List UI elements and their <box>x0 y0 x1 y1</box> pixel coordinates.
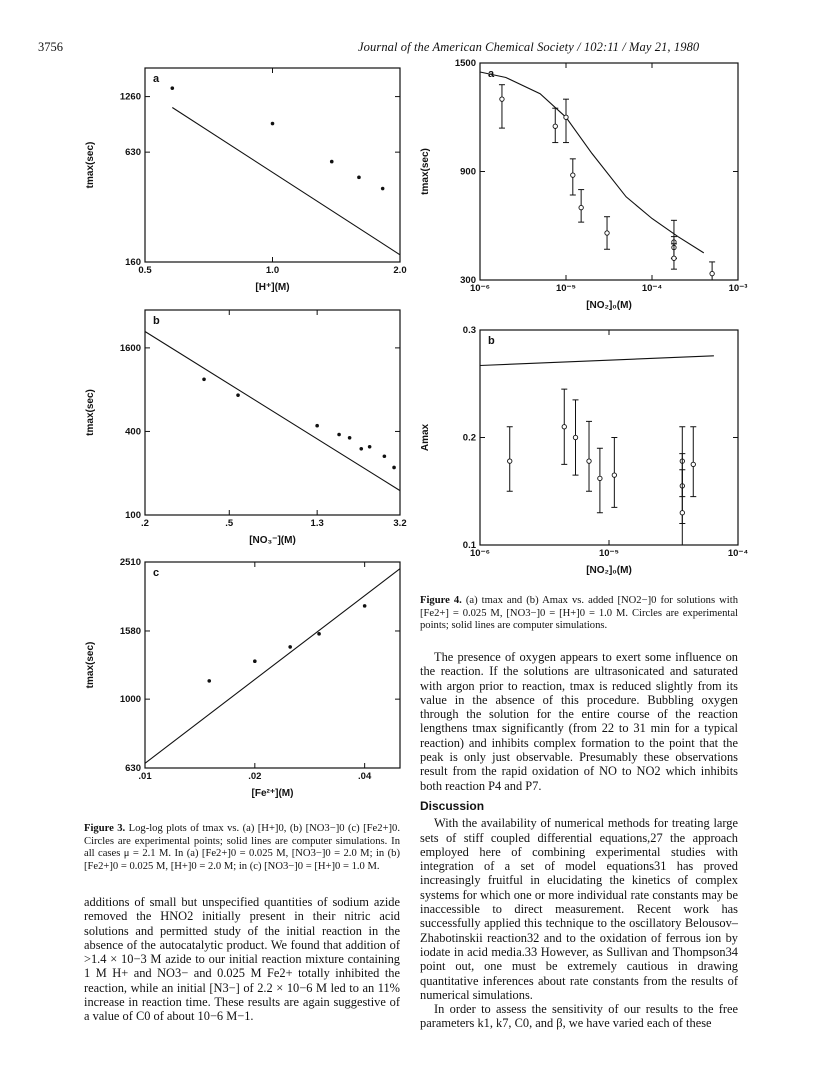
fig4b-ytick-label: 0.1 <box>462 540 476 551</box>
fig3c-panel-label: c <box>153 567 160 579</box>
fig3b-ylabel: tmax(sec) <box>85 389 96 436</box>
fig3a-xtick-label: 2.0 <box>393 265 407 276</box>
fig3b-ytick-label: 400 <box>125 426 141 438</box>
fig3a-xlabel: [H⁺](M) <box>255 282 290 293</box>
fig4b-data-point <box>587 459 591 463</box>
figure3-caption <box>84 823 400 873</box>
fig4a-frame <box>480 63 738 280</box>
fig4a-ylabel: tmax(sec) <box>420 148 431 195</box>
fig3b-data-point <box>202 378 206 382</box>
figure4-caption-label: Figure 4. <box>420 595 462 606</box>
fig4b-ylabel: Amax <box>420 423 431 452</box>
fig3b-data-point <box>383 454 387 458</box>
fig4b-data-point <box>573 435 577 439</box>
fig3b-data-point <box>236 393 240 397</box>
right-paragraph-3: In order to assess the sensitivity of our results to the free parameters k1, k7, C0, and β, we have varied each of these <box>420 1002 738 1031</box>
fig3c-data-point <box>288 645 292 649</box>
fig4a-xtick-label: 10⁻⁵ <box>555 283 577 294</box>
fig4b-xtick-label: 10⁻⁴ <box>727 548 749 559</box>
fig4b-simulation-line <box>480 356 714 366</box>
fig4a-data-point <box>564 115 568 119</box>
fig4a-ytick-label: 300 <box>460 275 476 286</box>
fig4b-data-point <box>562 425 566 429</box>
fig3c-data-point <box>207 679 211 683</box>
fig4a-data-point <box>579 205 583 209</box>
fig4a-xtick-label: 10⁻³ <box>728 283 748 294</box>
fig3c-xlabel: [Fe²⁺](M) <box>251 788 294 799</box>
journal-header: Journal of the American Chemical Society / 102:11 / May 21, 1980 <box>358 40 700 54</box>
fig3c-data-point <box>317 632 321 636</box>
fig4a-data-point <box>553 124 557 128</box>
fig4a-simulation-line <box>480 72 704 253</box>
figure4-caption-text: (a) tmax and (b) Amax vs. added [NO2−]0 for solutions with [Fe2+] = 0.025 M, [NO3−]0 = [H+]0 = 1.0 M. Circles are experimental points; solid lines are computer simulations. <box>420 595 738 632</box>
figure4-caption <box>420 595 738 633</box>
right-paragraph-2: With the availability of numerical methods for treating large sets of stiff coupled differential equations,27 the approach employed here of combining experimental studies with integration of a set of model equations31 has proved increasingly fruitful in elucidating the kinetics of complex systems for which one or more individual rate constants may be inaccessible to direct measurement. Recent work has successfully applied this technique to the oscillatory Belousov–Zhabotinskii reaction32 and to the oxidation of ferrous ion by iodate in acid media.33 However, as Sullivan and Thompson34 point out, one must be extremely cautious in drawing quantitative inferences about rate constants from the results of numerical simulations. <box>420 816 738 1002</box>
fig4b-data-point <box>691 462 695 466</box>
fig3c-ylabel: tmax(sec) <box>85 641 96 689</box>
fig3a-data-point <box>271 122 275 126</box>
fig4a-ytick-label: 1500 <box>454 58 476 69</box>
fig3c-ytick-label: 630 <box>125 763 141 774</box>
fig3b-simulation-line <box>145 332 400 491</box>
fig4b-data-point <box>612 473 616 477</box>
fig3b-xtick-label: .5 <box>225 518 234 529</box>
fig3b-data-point <box>392 466 396 470</box>
fig3a-ytick-label: 160 <box>125 257 141 268</box>
fig4b-ytick-label: 0.2 <box>462 432 476 444</box>
fig4b-frame <box>480 330 738 545</box>
fig4b-data-point <box>680 511 684 515</box>
fig3c-frame <box>145 562 400 768</box>
fig4b-xlabel: [NO₂]₀(M) <box>586 565 632 576</box>
fig4a-xlabel: [NO₂]₀(M) <box>586 300 632 311</box>
fig4b-xtick-label: 10⁻⁶ <box>470 548 490 559</box>
left-column-text <box>84 895 400 1024</box>
right-paragraph-1: The presence of oxygen appears to exert some influence on the reaction. If the solutions are ultrasonicated and saturated with argon prior to reaction, tmax is reduced slightly from its value in the absence of this procedure. Bubbling oxygen through the solution for the entire course of the reaction lengthens tmax significantly (from 22 to 31 min for a typical reaction) and inhibits complex formation to the point that the peak is only just observable. Presumably these observations result from the rapid oxidation of NO to NO2 which inhibits both reaction P4 and P7. <box>420 650 738 793</box>
fig3b-panel-label: b <box>153 315 160 327</box>
fig3c-data-point <box>253 659 257 663</box>
fig3b-ytick-label: 100 <box>125 510 141 521</box>
page-number: 3756 <box>38 40 63 54</box>
fig3c-data-point <box>363 604 367 608</box>
fig3b-xlabel: [NO₃⁻](M) <box>249 535 296 546</box>
fig3b-xtick-label: 1.3 <box>310 518 324 529</box>
fig3b-xtick-label: 3.2 <box>393 518 407 529</box>
fig4a-xtick-label: 10⁻⁶ <box>470 283 490 294</box>
fig3b-frame <box>145 310 400 515</box>
fig3c-xtick-label: .01 <box>138 771 152 782</box>
fig3b-data-point <box>315 424 319 428</box>
fig3b-data-point <box>359 447 363 451</box>
fig4a-panel-label: a <box>488 68 495 80</box>
fig4a-data-point <box>571 173 575 177</box>
fig3a-data-point <box>171 86 175 90</box>
figure3-caption-label: Figure 3. <box>84 823 126 834</box>
figure3-caption-text: Log-log plots of tmax vs. (a) [H+]0, (b) [NO3−]0 (c) [Fe2+]0. Circles are experimental points; solid lines are computer simulations. In all cases μ = 2.1 M. In (a) [Fe2+]0 = 0.025 M, [NO3−]0 = 2.0 M; in (b) [Fe2+]0 = 0.025 M, [H+]0 = 2.0 M; in (c) [NO3−]0 = [H+]0 = 1.0 M. <box>84 823 401 872</box>
fig4b-panel-label: b <box>488 335 495 347</box>
fig4b-xtick-label: 10⁻⁵ <box>598 548 620 559</box>
left-paragraph: additions of small but unspecified quantities of sodium azide removed the HNO2 initially present in their nitric acid solutions and permitted study of the initial reaction in the absence of the autocatalytic product. We found that addition of >1.4 × 10−3 M azide to our initial reaction mixture containing 1 M H+ and NO3− and 0.025 M Fe2+ totally inhibited the reaction, while an initial [N3−] of 2.2 × 10−6 M led to an 11% increase in reaction time. These results are again suggestive of a value of C0 of about 10−6 M−1. <box>84 895 400 1024</box>
fig3a-xtick-label: 1.0 <box>265 265 280 276</box>
fig4b-ytick-label: 0.3 <box>462 325 476 336</box>
fig3c-xtick-label: .02 <box>248 771 262 782</box>
fig3a-ytick-label: 630 <box>125 147 141 159</box>
fig3a-data-point <box>330 160 334 164</box>
fig3b-xtick-label: .2 <box>141 518 149 529</box>
fig4a-data-point <box>500 97 504 101</box>
fig3c-ytick-label: 1580 <box>119 625 141 637</box>
fig3c-ytick-label: 1000 <box>119 694 141 706</box>
fig3b-data-point <box>368 445 372 449</box>
section-heading-discussion: Discussion <box>420 798 485 813</box>
fig3a-data-point <box>357 176 361 180</box>
fig3a-ytick-label: 1260 <box>119 91 141 103</box>
fig3b-data-point <box>348 436 352 440</box>
fig4b-data-point <box>598 476 602 480</box>
fig3a-ylabel: tmax(sec) <box>85 141 96 189</box>
fig3b-data-point <box>337 433 341 437</box>
fig3c-xtick-label: .04 <box>358 771 372 782</box>
right-column-text <box>420 650 738 1031</box>
fig3c-ytick-label: 2510 <box>119 557 141 568</box>
fig4b-data-point <box>508 459 512 463</box>
fig4a-data-point <box>672 256 676 260</box>
fig4a-ytick-label: 900 <box>460 166 476 178</box>
fig4a-data-point <box>605 231 609 235</box>
fig3a-xtick-label: 0.5 <box>138 265 152 276</box>
fig3a-panel-label: a <box>153 73 160 85</box>
fig3b-ytick-label: 1600 <box>119 342 141 354</box>
fig3c-simulation-line <box>145 569 400 764</box>
fig4a-data-point <box>710 271 714 275</box>
fig3a-simulation-line <box>172 108 400 255</box>
fig3a-frame <box>145 68 400 262</box>
fig3a-data-point <box>381 187 385 191</box>
fig4a-xtick-label: 10⁻⁴ <box>641 283 663 294</box>
